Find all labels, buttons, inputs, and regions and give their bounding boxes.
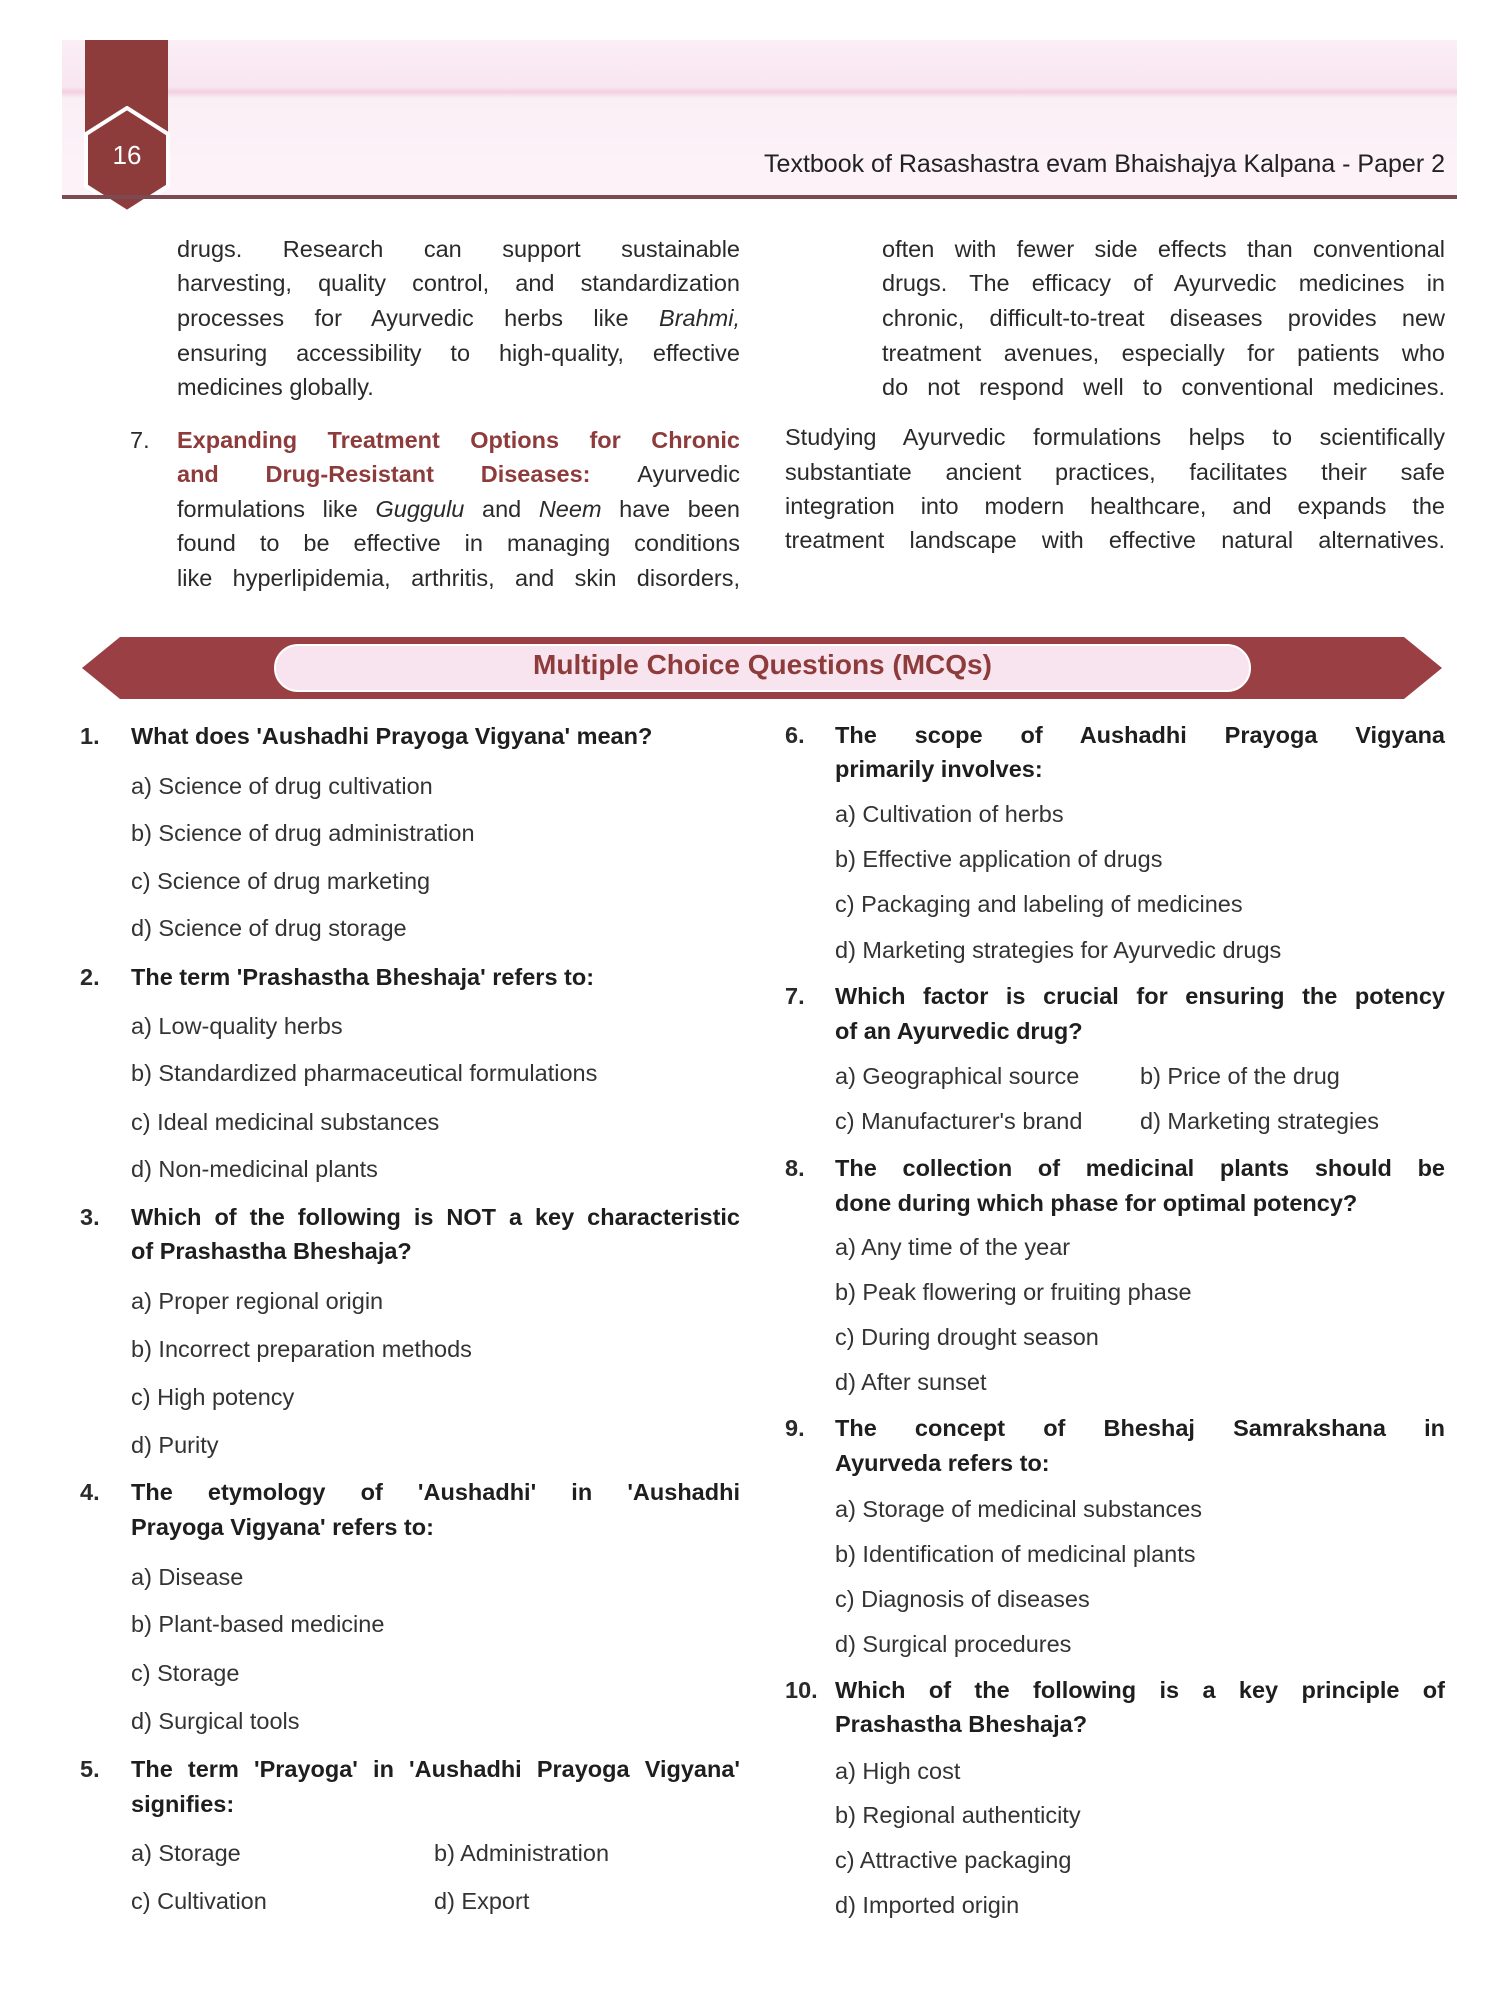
question-number: 5. [80,1756,100,1782]
text-line [177,303,740,333]
answer-option: b) Administration [434,1840,610,1866]
text-span: processes for Ayurvedic herbs like [177,305,660,331]
answer-option: c) During drought season [835,1324,1099,1350]
question-stem: Prashastha Bheshaja? [835,1711,1088,1737]
question-stem: signifies: [131,1791,235,1817]
question-stem: The term 'Prayoga' in 'Aushadhi Prayoga Vigyana' [131,1756,740,1782]
question-number: 6. [785,722,805,748]
question-number: 3. [80,1204,100,1230]
question-stem: done during which phase for optimal potency? [835,1190,1358,1216]
question-stem: of Prashastha Bheshaja? [131,1238,412,1264]
question-stem: The scope of Aushadhi Prayoga Vigyana [835,722,1445,748]
text-span: Brahmi, [659,305,740,331]
question-stem: What does 'Aushadhi Prayoga Vigyana' mean? [131,723,653,749]
item-number: 7. [130,427,150,453]
text-span: formulations like [177,496,376,522]
answer-option: b) Peak flowering or fruiting phase [835,1279,1192,1305]
highlighted-heading: and Drug-Resistant Diseases: [177,461,638,487]
header-rule [62,195,1457,199]
text-line: substantiate ancient practices, facilitates their safe [785,459,1445,485]
text-line: do not respond well to conventional medicines. [882,374,1445,400]
text-line [177,234,740,264]
question-number: 4. [80,1479,100,1505]
answer-option: a) Science of drug cultivation [131,773,433,799]
answer-option: d) Surgical tools [131,1708,300,1734]
text-span: Neem [538,496,602,522]
text-line: often with fewer side effects than conventional [882,236,1445,262]
text-line [177,372,740,402]
question-number: 9. [785,1415,805,1441]
text-span: ensuring accessibility to high-quality, effective [177,340,740,366]
answer-option: d) Purity [131,1432,219,1458]
text-line [177,494,740,524]
answer-option: d) Imported origin [835,1892,1020,1918]
answer-option: d) After sunset [835,1369,987,1395]
answer-option: d) Marketing strategies for Ayurvedic drugs [835,937,1282,963]
text-line [177,425,740,455]
text-line [177,338,740,368]
answer-option: b) Incorrect preparation methods [131,1336,472,1362]
question-stem: Ayurveda refers to: [835,1450,1050,1476]
answer-option: a) Storage of medicinal substances [835,1496,1203,1522]
answer-option: a) Proper regional origin [131,1288,384,1314]
answer-option: c) Storage [131,1660,240,1686]
page-number: 16 [112,140,142,170]
text-line: Studying Ayurvedic formulations helps to scientifically [785,424,1445,450]
answer-option: a) Low-quality herbs [131,1013,343,1039]
answer-option: a) Geographical source [835,1063,1080,1089]
answer-option: c) Attractive packaging [835,1847,1072,1873]
answer-option: b) Plant-based medicine [131,1611,385,1637]
text-line [177,563,740,593]
text-span: harvesting, quality control, and standardization [177,270,740,296]
question-stem: Which of the following is a key principle of [835,1677,1445,1703]
answer-option: a) Disease [131,1564,244,1590]
answer-option: c) Manufacturer's brand [835,1108,1083,1134]
question-stem: The etymology of 'Aushadhi' in 'Aushadhi [131,1479,740,1505]
answer-option: c) Packaging and labeling of medicines [835,891,1243,917]
answer-option: a) Storage [131,1840,241,1866]
text-line [177,459,740,489]
question-stem: Prayoga Vigyana' refers to: [131,1514,434,1540]
text-line: treatment avenues, especially for patients who [882,340,1445,366]
answer-option: c) Science of drug marketing [131,868,431,894]
text-line [177,268,740,298]
answer-option: c) Cultivation [131,1888,267,1914]
question-stem: The concept of Bheshaj Samrakshana in [835,1415,1445,1441]
text-line: chronic, difficult-to-treat diseases provides new [882,305,1445,331]
text-line: integration into modern healthcare, and expands the [785,493,1445,519]
text-span: and [464,496,539,522]
question-stem: Which of the following is NOT a key characteristic [131,1204,740,1230]
mcq-banner-title: Multiple Choice Questions (MCQs) [533,649,992,680]
text-span: like hyperlipidemia, arthritis, and skin disorders, [177,565,740,591]
answer-option: c) Ideal medicinal substances [131,1109,440,1135]
answer-option: d) Marketing strategies [1140,1108,1380,1134]
question-number: 2. [80,964,100,990]
text-line: drugs. The efficacy of Ayurvedic medicines in [882,270,1445,296]
answer-option: d) Non-medicinal plants [131,1156,378,1182]
answer-option: c) High potency [131,1384,295,1410]
question-number: 10. [785,1677,818,1703]
answer-option: a) High cost [835,1758,961,1784]
question-stem: of an Ayurvedic drug? [835,1018,1083,1044]
question-number: 8. [785,1155,805,1181]
text-line [177,528,740,558]
text-span: Ayurvedic [637,461,740,487]
answer-option: a) Cultivation of herbs [835,801,1064,827]
question-number: 7. [785,983,805,1009]
text-span: found to be effective in managing conditions [177,530,740,556]
running-header-title: Textbook of Rasashastra evam Bhaishajya Kalpana - Paper 2 [764,150,1445,178]
text-span: Guggulu [375,496,465,522]
question-stem: Which factor is crucial for ensuring the potency [835,983,1445,1009]
answer-option: c) Diagnosis of diseases [835,1586,1090,1612]
answer-option: b) Price of the drug [1140,1063,1340,1089]
answer-option: b) Effective application of drugs [835,846,1163,872]
question-stem: The collection of medicinal plants should be [835,1155,1445,1181]
answer-option: b) Regional authenticity [835,1802,1081,1828]
question-number: 1. [80,723,100,749]
answer-option: b) Standardized pharmaceutical formulations [131,1060,598,1086]
answer-option: d) Surgical procedures [835,1631,1072,1657]
text-span: medicines globally. [177,374,374,400]
answer-option: a) Any time of the year [835,1234,1071,1260]
question-stem: The term 'Prashastha Bheshaja' refers to: [131,964,595,990]
text-line: treatment landscape with effective natural alternatives. [785,527,1445,553]
answer-option: b) Science of drug administration [131,820,475,846]
highlighted-heading: Expanding Treatment Options for Chronic [177,427,740,453]
answer-option: d) Export [434,1888,530,1914]
text-span: have been [601,496,740,522]
question-stem: primarily involves: [835,756,1043,782]
answer-option: b) Identification of medicinal plants [835,1541,1196,1567]
text-span: drugs. Research can support sustainable [177,236,740,262]
answer-option: d) Science of drug storage [131,915,407,941]
